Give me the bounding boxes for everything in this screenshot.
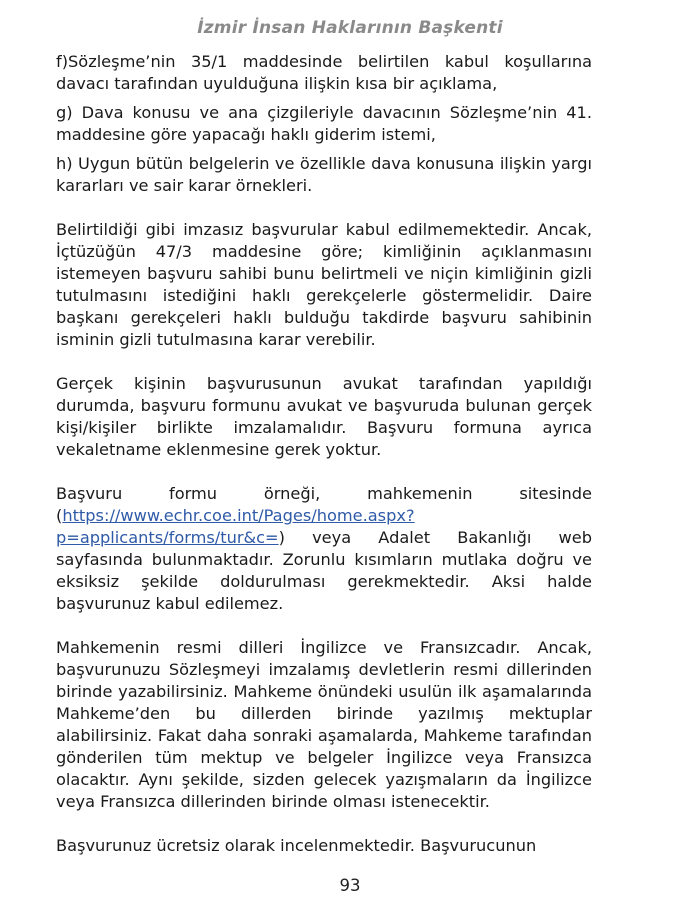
page-number: 93 xyxy=(339,876,361,895)
echr-forms-link[interactable]: https://www.echr.coe.int/Pages/home.aspx?p=applicants/forms/tur&c= xyxy=(56,506,415,547)
list-item-f: f)Sözleşme’nin 35/1 maddesinde belirtilen kabul koşullarına davacı tarafından uyulduğuna ilişkin kısa bir açıklama, xyxy=(56,52,592,93)
paragraph-application-form-lead: Başvuru formu örneği, mahkemenin sitesinde ( xyxy=(56,484,592,525)
paragraph-anonymous-applications: Belirtildiği gibi imzasız başvurular kabul edilmemektedir. Ancak, İçtüzüğün 47/3 maddesine göre; kimliğinin açıklanmasını istemeyen başvuru sahibi bunu belirtmeli ve niçin kimliğinin gizli tutulmasını istediğini haklı gerekçelerle göstermelidir. Daire başkanı gerekçeleri haklı bulduğu takdirde başvuru sahibinin isminin gizli tutulmasına karar verebilir. xyxy=(56,220,592,349)
paragraph-application-form-rest: ) veya Adalet Bakanlığı web sayfasında bulunmaktadır. Zorunlu kısımların mutlaka doğru ve eksiksiz şekilde doldurulması gerekmektedir. Aksi halde başvurunuz kabul edilemez. xyxy=(56,528,592,613)
paragraph-official-languages: Mahkemenin resmi dilleri İngilizce ve Fransızcadır. Ancak, başvurunuzu Sözleşmeyi imzalamış devletlerin resmi dillerinden birinde yazabilirsiniz. Mahkeme önündeki usulün ilk aşamalarında Mahkeme’den bu dillerden birinde yazılmış mektuplar alabilirsiniz. Fakat daha sonraki aşamalarda, Mahkeme tarafından gönderilen tüm mektup ve belgeler İngilizce veya Fransızca olacaktır. Aynı şekilde, sizden gelecek yazışmaların da İngilizce veya Fransızca dillerinden birinde olması istenecektir. xyxy=(56,638,592,811)
paragraph-application-form xyxy=(56,483,592,615)
paragraph-lawyer-signature: Gerçek kişinin başvurusunun avukat tarafından yapıldığı durumda, başvuru formunu avukat ve başvuruda bulunan gerçek kişi/kişiler birlikte imzalamalıdır. Başvuru formuna ayrıca vekaletname eklenmesine gerek yoktur. xyxy=(56,374,592,459)
paragraph-free-review: Başvurunuz ücretsiz olarak incelenmektedir. Başvurucunun xyxy=(56,836,537,855)
list-item-h: h) Uygun bütün belgelerin ve özellikle dava konusuna ilişkin yargı kararları ve sair karar örnekleri. xyxy=(56,154,592,195)
list-item-g: g) Dava konusu ve ana çizgileriyle davacının Sözleşme’nin 41. maddesine göre yapacağı haklı giderim istemi, xyxy=(56,103,592,144)
running-header: İzmir İnsan Haklarının Başkenti xyxy=(197,18,503,38)
body-text xyxy=(56,51,592,857)
